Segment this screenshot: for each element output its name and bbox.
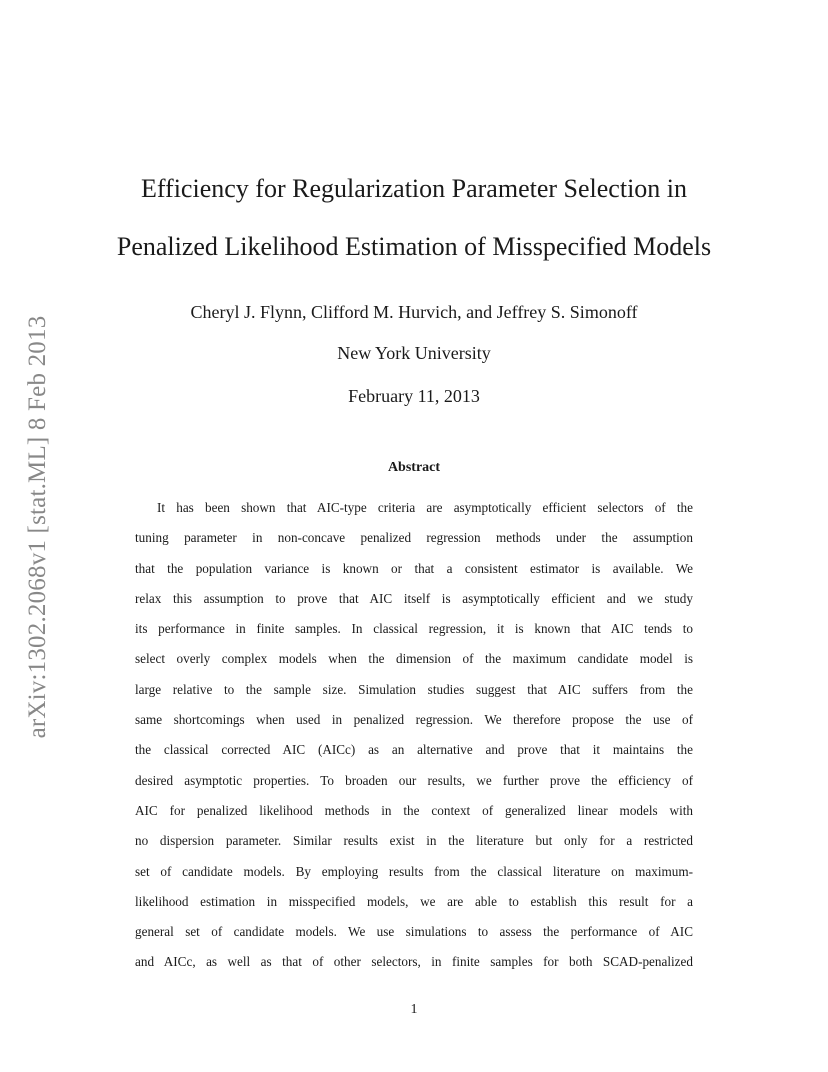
abstract-line: same shortcomings when used in penalized regression. We therefore propose the use of (135, 712, 693, 728)
publication-date: February 11, 2013 (348, 386, 480, 406)
paper-title-line-1: Efficiency for Regularization Parameter Selection in (140, 174, 688, 203)
abstract-line: tuning parameter in non-concave penalized regression methods under the assumption (135, 530, 693, 546)
abstract-line: that the population variance is known or that a consistent estimator is available. We (135, 560, 693, 576)
author-list: Cheryl J. Flynn, Clifford M. Hurvich, and Jeffrey S. Simonoff (190, 302, 638, 322)
abstract-line: no dispersion parameter. Similar results exist in the literature but only for a restricted (135, 833, 693, 849)
abstract-line: relax this assumption to prove that AIC itself is asymptotically efficient and we study (135, 590, 693, 606)
abstract-line: and AICc, as well as that of other selectors, in finite samples for both SCAD-penalized (135, 954, 693, 970)
paper-title-line-2: Penalized Likelihood Estimation of Misspecified Models (116, 232, 712, 261)
abstract-line: general set of candidate models. We use simulations to assess the performance of AIC (135, 924, 693, 940)
affiliation: New York University (337, 343, 491, 363)
abstract-line: select overly complex models when the dimension of the maximum candidate model is (135, 651, 693, 667)
abstract-line: It has been shown that AIC-type criteria are asymptotically efficient selectors of the (157, 500, 693, 515)
arxiv-identifier-stamp: arXiv:1302.2068v1 [stat.ML] 8 Feb 2013 (24, 315, 51, 739)
abstract-line: the classical corrected AIC (AICc) as an alternative and prove that it maintains the (135, 742, 693, 758)
abstract-line: likelihood estimation in misspecified models, we are able to establish this result for a (135, 893, 693, 909)
abstract-line: desired asymptotic properties. To broaden our results, we further prove the efficiency of (135, 772, 693, 788)
abstract-line: AIC for penalized likelihood methods in the context of generalized linear models with (135, 802, 693, 818)
abstract-line: set of candidate models. By employing results from the classical literature on maximum- (135, 863, 693, 879)
abstract-body (135, 493, 693, 978)
page-number: 1 (410, 1002, 418, 1017)
abstract-heading: Abstract (387, 460, 441, 475)
abstract-line: large relative to the sample size. Simulation studies suggest that AIC suffers from the (135, 681, 693, 697)
abstract-line: its performance in finite samples. In classical regression, it is known that AIC tends to (135, 621, 693, 637)
